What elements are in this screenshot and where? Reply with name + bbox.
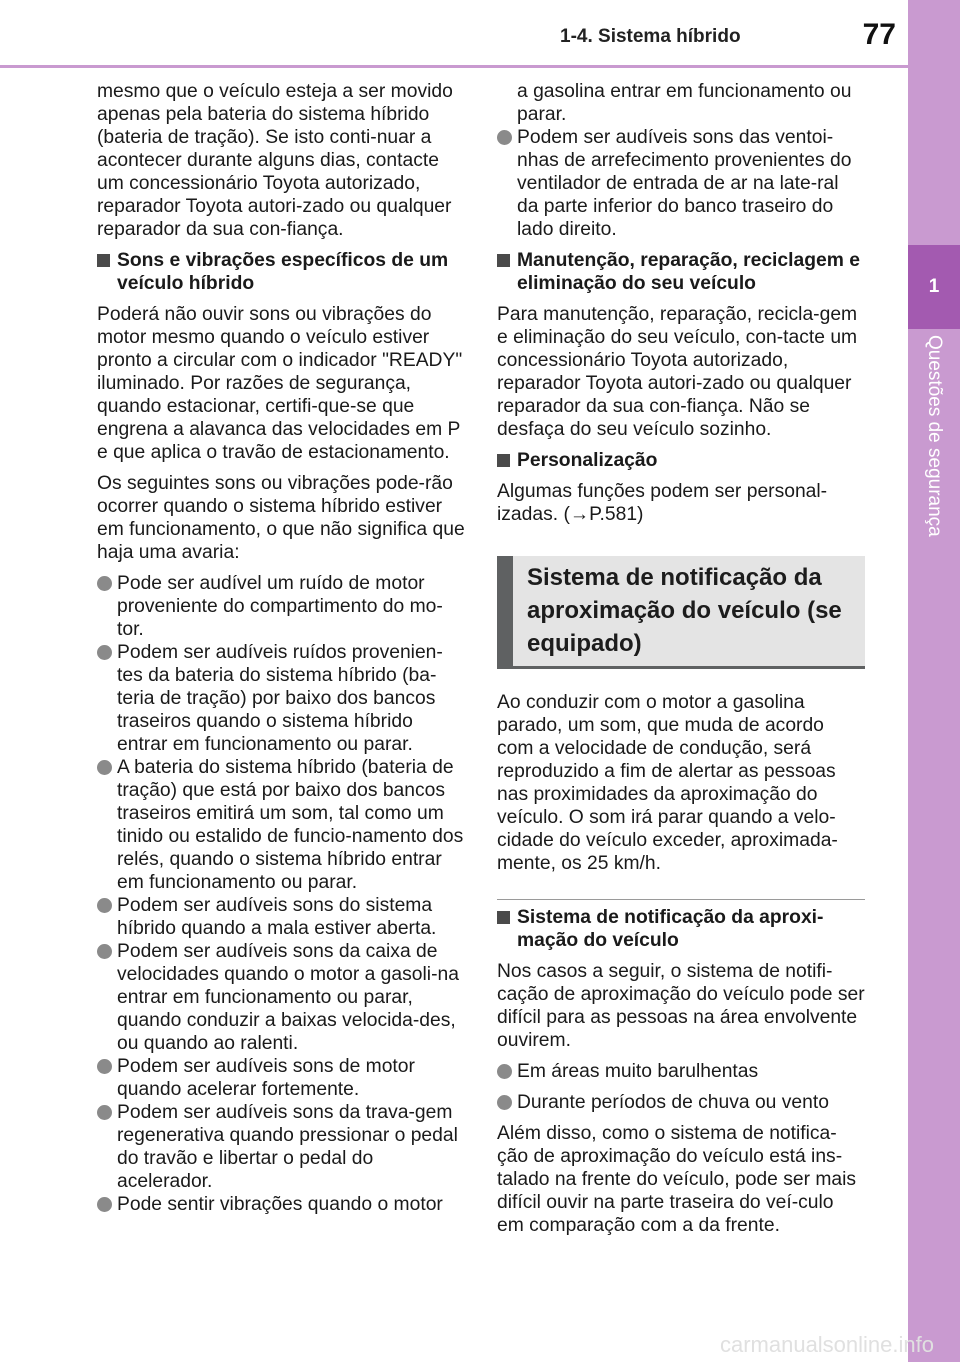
- list-item: Durante períodos de chuva ou vento: [497, 1091, 865, 1114]
- subheading-hybrid-sounds: Sons e vibrações específicos de um veículo híbrido: [97, 249, 467, 295]
- header-rule: [0, 65, 908, 68]
- intro-paragraph: mesmo que o veículo esteja a ser movido apenas pela bateria do sistema híbrido (bateria de tração). Se isto conti-nuar a acontecer durante alguns dias, contacte um concessionário Toyota autorizado, reparador Toyota autori-zado ou qualquer reparador da sua con-fiança.: [97, 81, 453, 240]
- watermark: carmanualsonline.info: [719, 1332, 934, 1357]
- list-item: Podem ser audíveis sons de motor quando acelerar fortemente.: [97, 1055, 467, 1101]
- list-item: Em áreas muito barulhentas: [497, 1060, 865, 1083]
- paragraph-notification: Nos casos a seguir, o sistema de notifi-cação de aproximação do veículo pode ser difícil para as pessoas na área envolvente ouvirem.: [497, 961, 865, 1051]
- chapter-title: Questões de segurança: [924, 335, 945, 537]
- list-item: Pode ser audível um ruído de motor proveniente do compartimento do mo-tor.: [97, 572, 467, 641]
- list-item: Podem ser audíveis sons do sistema híbrido quando a mala estiver aberta.: [97, 894, 467, 940]
- paragraph-following-sounds: Os seguintes sons ou vibrações pode-rão ocorrer quando o sistema híbrido estiver em funcionamento, o que não significa que haja uma avaria:: [97, 473, 465, 563]
- list-item: Podem ser audíveis sons das ventoi-nhas de arrefecimento provenientes do ventilador de entrada de ar na late-ral da parte inferior do banco traseiro do lado direito.: [497, 126, 865, 241]
- section-header-title: 1-4. Sistema híbrido: [560, 26, 741, 47]
- list-item: Pode sentir vibrações quando o motor: [97, 1193, 467, 1216]
- cases-bullet-list: [497, 1060, 865, 1114]
- sounds-bullet-list: [97, 572, 467, 1216]
- page-number: 77: [862, 18, 896, 51]
- paragraph-maintenance: Para manutenção, reparação, recicla-gem e eliminação do seu veículo, con-tacte um concessionário Toyota autorizado, reparador Toyota autori-zado ou qualquer reparador da sua con-fiança. Não se desfaça do seu veículo sozinho.: [497, 304, 858, 440]
- divider: [497, 899, 865, 900]
- paragraph-final: Além disso, como o sistema de notifica-ção de aproximação do veículo está ins-talado na frente do veículo, pode ser mais difícil ouvir na parte traseira do veí-culo em comparação com a da frente.: [497, 1123, 857, 1236]
- subheading-customization: Personalização: [497, 449, 865, 472]
- list-item: Podem ser audíveis ruídos provenien-tes da bateria do sistema híbrido (ba-teria de tração) por baixo dos bancos traseiros quando o sistema híbrido entrar em funcionamento ou parar.: [97, 641, 467, 756]
- bullet-continuation: a gasolina entrar em funcionamento ou parar.: [517, 81, 852, 125]
- side-tab: [908, 0, 960, 1362]
- list-item: A bateria do sistema híbrido (bateria de tração) que está por baixo dos bancos traseiros emitirá um som, tal como um tinido ou estalido de funcio-namento dos relés, quando o sistema híbrido entrar em funcionamento ou parar.: [97, 756, 467, 894]
- left-column: [97, 80, 467, 1224]
- paragraph-customization: Algumas funções podem ser personal-izadas. (→P.581): [497, 481, 828, 525]
- list-item: Podem ser audíveis sons da caixa de velocidades quando o motor a gasoli-na entrar em funcionamento ou parar, quando conduzir a baixas velocida-des, ou quando ao ralenti.: [97, 940, 467, 1055]
- subheading-notification-system: Sistema de notificação da aproxi-mação do veículo: [497, 906, 865, 952]
- fans-bullet-list: [497, 126, 865, 241]
- subheading-maintenance: Manutenção, reparação, reciclagem e eliminação do seu veículo: [497, 249, 865, 295]
- paragraph-section-intro: Ao conduzir com o motor a gasolina parado, um som, que muda de acordo com a velocidade de condução, será reproduzido a fim de alertar as pessoas nas proximidades da aproximação do veículo. O som irá parar quando a velo-cidade do veículo exceder, aproximada-mente, os 25 km/h.: [497, 692, 838, 874]
- chapter-number: 1: [908, 245, 960, 329]
- paragraph-sounds: Poderá não ouvir sons ou vibrações do motor mesmo quando o veículo estiver pronto a circular com o indicador "READY" iluminado. Por razões de segurança, quando estacionar, certifi-que-se que engrena a alavanca das velocidades em P e que aplica o travão de estacionamento.: [97, 304, 463, 463]
- list-item: Podem ser audíveis sons da trava-gem regenerativa quando pressionar o pedal do travão e libertar o pedal do acelerador.: [97, 1101, 467, 1193]
- section-title-box: Sistema de notificação da aproximação do veículo (se equipado): [497, 556, 865, 669]
- right-column: [497, 80, 865, 1245]
